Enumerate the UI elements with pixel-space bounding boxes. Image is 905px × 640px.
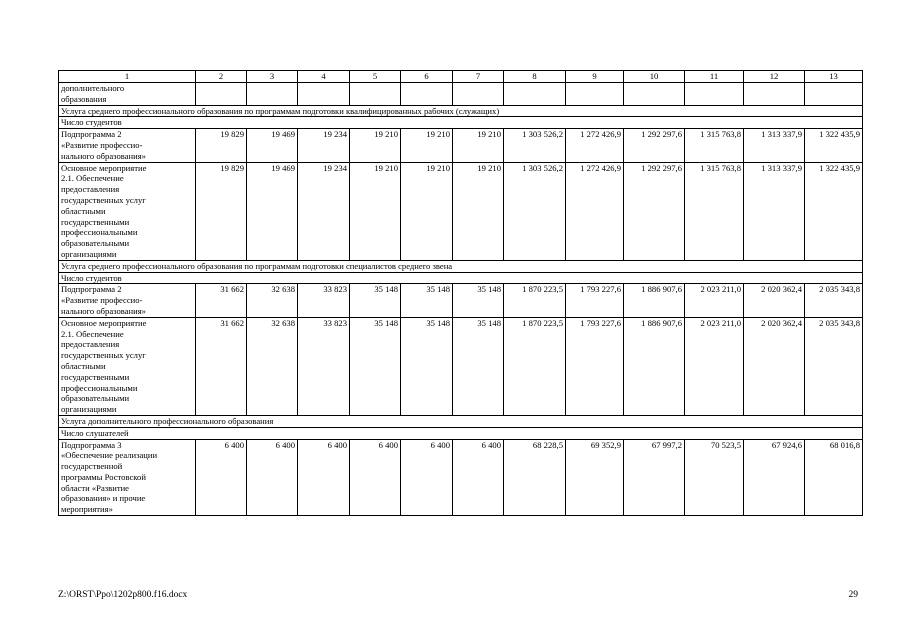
value-cell: 69 352,9 xyxy=(566,439,624,516)
section-row xyxy=(59,427,863,439)
value-cell: 2 020 362,4 xyxy=(744,317,805,415)
value-cell: 6 400 xyxy=(247,439,298,516)
row-name-line: государственных услуг xyxy=(61,194,146,205)
value-cell: 6 400 xyxy=(196,439,247,516)
section-title: Число студентов xyxy=(59,272,863,284)
row-name-cell xyxy=(59,439,196,516)
value-cell: 2 035 343,8 xyxy=(805,317,863,415)
value-cell: 2 035 343,8 xyxy=(805,284,863,317)
value-cell: 19 210 xyxy=(453,129,504,162)
row-name-line: государственной xyxy=(61,461,123,472)
value-cell xyxy=(196,83,247,106)
row-name-line: образовательными xyxy=(61,393,130,404)
header-row xyxy=(59,71,863,83)
value-cell: 19 210 xyxy=(453,162,504,260)
header-cell: 10 xyxy=(624,71,685,83)
value-cell: 1 272 426,9 xyxy=(566,129,624,162)
row-name-line: предоставления xyxy=(61,339,120,350)
value-cell: 19 829 xyxy=(196,129,247,162)
header-cell: 6 xyxy=(401,71,453,83)
section-row xyxy=(59,117,863,129)
value-cell: 1 322 435,9 xyxy=(805,129,863,162)
value-cell: 35 148 xyxy=(453,284,504,317)
row-name-line: предоставления xyxy=(61,184,120,195)
row-name-line: Основное мероприятие xyxy=(61,317,147,328)
section-title: Число студентов xyxy=(59,117,863,129)
row-name-line: профессиональными xyxy=(61,227,138,238)
value-cell xyxy=(298,83,350,106)
value-cell: 1 303 526,2 xyxy=(504,162,566,260)
value-cell: 1 313 337,9 xyxy=(744,162,805,260)
value-cell: 19 210 xyxy=(350,129,401,162)
value-cell: 1 303 526,2 xyxy=(504,129,566,162)
row-name-line: области «Развитие xyxy=(61,482,129,493)
header-cell: 5 xyxy=(350,71,401,83)
row-name-line: профессиональными xyxy=(61,382,138,393)
value-cell: 35 148 xyxy=(350,317,401,415)
value-cell: 1 272 426,9 xyxy=(566,162,624,260)
value-cell: 1 322 435,9 xyxy=(805,162,863,260)
row-name-line: «Развитие профессио- xyxy=(61,139,143,150)
value-cell: 31 662 xyxy=(196,284,247,317)
row-name-line: Подпрограмма 3 xyxy=(61,439,122,450)
header-cell: 3 xyxy=(247,71,298,83)
section-title: Число слушателей xyxy=(59,427,863,439)
value-cell: 2 023 211,0 xyxy=(685,317,744,415)
value-cell: 33 823 xyxy=(298,284,350,317)
row-name-line: образовательными xyxy=(61,238,130,249)
header-cell: 2 xyxy=(196,71,247,83)
value-cell: 35 148 xyxy=(401,284,453,317)
row-name-line: Подпрограмма 2 xyxy=(61,284,122,295)
value-cell: 1 315 763,8 xyxy=(685,129,744,162)
table-row xyxy=(59,317,863,415)
row-name-line: мероприятия» xyxy=(61,504,113,515)
row-name-line: государственными xyxy=(61,216,130,227)
header-cell: 13 xyxy=(805,71,863,83)
value-cell xyxy=(401,83,453,106)
row-name-line: «Развитие профессио- xyxy=(61,295,143,306)
section-row xyxy=(59,272,863,284)
row-name-line: 2.1. Обеспечение xyxy=(61,173,124,184)
section-row xyxy=(59,260,863,272)
row-name-line: нального образования» xyxy=(61,150,146,161)
row-name-line: областными xyxy=(61,205,106,216)
value-cell: 31 662 xyxy=(196,317,247,415)
value-cell: 19 210 xyxy=(401,129,453,162)
value-cell: 19 210 xyxy=(350,162,401,260)
value-cell: 2 020 362,4 xyxy=(744,284,805,317)
header-cell: 8 xyxy=(504,71,566,83)
header-cell: 4 xyxy=(298,71,350,83)
row-name-cell xyxy=(59,284,196,317)
header-cell: 9 xyxy=(566,71,624,83)
row-name-line: «Обеспечение реализации xyxy=(61,450,158,461)
row-name-line: образования xyxy=(61,93,107,104)
header-cell: 11 xyxy=(685,71,744,83)
value-cell xyxy=(805,83,863,106)
row-name-line: образования» и прочие xyxy=(61,493,146,504)
row-name-cell xyxy=(59,129,196,162)
value-cell: 70 523,5 xyxy=(685,439,744,516)
section-title: Услуга дополнительного профессионального образования xyxy=(59,415,863,427)
value-cell: 19 469 xyxy=(247,162,298,260)
value-cell: 6 400 xyxy=(401,439,453,516)
value-cell: 19 469 xyxy=(247,129,298,162)
header-cell: 12 xyxy=(744,71,805,83)
table-row xyxy=(59,284,863,317)
row-name-line: Основное мероприятие xyxy=(61,162,147,173)
value-cell: 1 886 907,6 xyxy=(624,317,685,415)
value-cell: 6 400 xyxy=(350,439,401,516)
value-cell: 1 886 907,6 xyxy=(624,284,685,317)
value-cell: 33 823 xyxy=(298,317,350,415)
value-cell: 67 924,6 xyxy=(744,439,805,516)
value-cell: 6 400 xyxy=(298,439,350,516)
value-cell: 68 228,5 xyxy=(504,439,566,516)
value-cell: 1 292 297,6 xyxy=(624,129,685,162)
section-title: Услуга среднего профессионального образования по программам подготовки квалифицированных рабочих (служащих) xyxy=(59,105,863,117)
row-name-cell xyxy=(59,317,196,415)
value-cell: 19 210 xyxy=(401,162,453,260)
table-row xyxy=(59,439,863,516)
row-name-line: Подпрограмма 2 xyxy=(61,129,122,140)
value-cell: 32 638 xyxy=(247,317,298,415)
table-row xyxy=(59,83,863,106)
value-cell: 19 234 xyxy=(298,129,350,162)
row-name-line: программы Ростовской xyxy=(61,471,146,482)
value-cell: 35 148 xyxy=(453,317,504,415)
value-cell xyxy=(247,83,298,106)
value-cell: 1 313 337,9 xyxy=(744,129,805,162)
value-cell: 68 016,8 xyxy=(805,439,863,516)
value-cell xyxy=(624,83,685,106)
section-title: Услуга среднего профессионального образования по программам подготовки специалистов среднего звена xyxy=(59,260,863,272)
value-cell: 67 997,2 xyxy=(624,439,685,516)
value-cell: 6 400 xyxy=(453,439,504,516)
row-name-line: нального образования» xyxy=(61,305,146,316)
footer-file-path: Z:\ORST\Ppo\1202p800.f16.docx xyxy=(58,590,188,600)
page-number: 29 xyxy=(848,590,858,600)
row-name-line: дополнительного xyxy=(61,83,125,93)
value-cell: 19 234 xyxy=(298,162,350,260)
value-cell xyxy=(685,83,744,106)
value-cell: 1 870 223,5 xyxy=(504,284,566,317)
table-row xyxy=(59,129,863,162)
header-cell: 7 xyxy=(453,71,504,83)
header-cell: 1 xyxy=(59,71,196,83)
row-name-line: областными xyxy=(61,360,106,371)
value-cell: 1 292 297,6 xyxy=(624,162,685,260)
value-cell xyxy=(504,83,566,106)
value-cell: 35 148 xyxy=(401,317,453,415)
value-cell: 1 870 223,5 xyxy=(504,317,566,415)
value-cell xyxy=(453,83,504,106)
value-cell: 19 829 xyxy=(196,162,247,260)
value-cell: 2 023 211,0 xyxy=(685,284,744,317)
data-table xyxy=(58,70,863,516)
value-cell: 1 793 227,6 xyxy=(566,284,624,317)
value-cell xyxy=(566,83,624,106)
value-cell xyxy=(350,83,401,106)
table-row xyxy=(59,162,863,260)
value-cell xyxy=(744,83,805,106)
row-name-cell xyxy=(59,162,196,260)
value-cell: 1 315 763,8 xyxy=(685,162,744,260)
row-name-line: 2.1. Обеспечение xyxy=(61,328,124,339)
value-cell: 35 148 xyxy=(350,284,401,317)
row-name-line: государственных услуг xyxy=(61,350,146,361)
row-name-line: организациями xyxy=(61,404,117,415)
row-name-cell xyxy=(59,83,196,106)
section-row xyxy=(59,105,863,117)
row-name-line: государственными xyxy=(61,371,130,382)
value-cell: 1 793 227,6 xyxy=(566,317,624,415)
value-cell: 32 638 xyxy=(247,284,298,317)
table-body xyxy=(59,71,863,516)
row-name-line: организациями xyxy=(61,248,117,259)
section-row xyxy=(59,415,863,427)
